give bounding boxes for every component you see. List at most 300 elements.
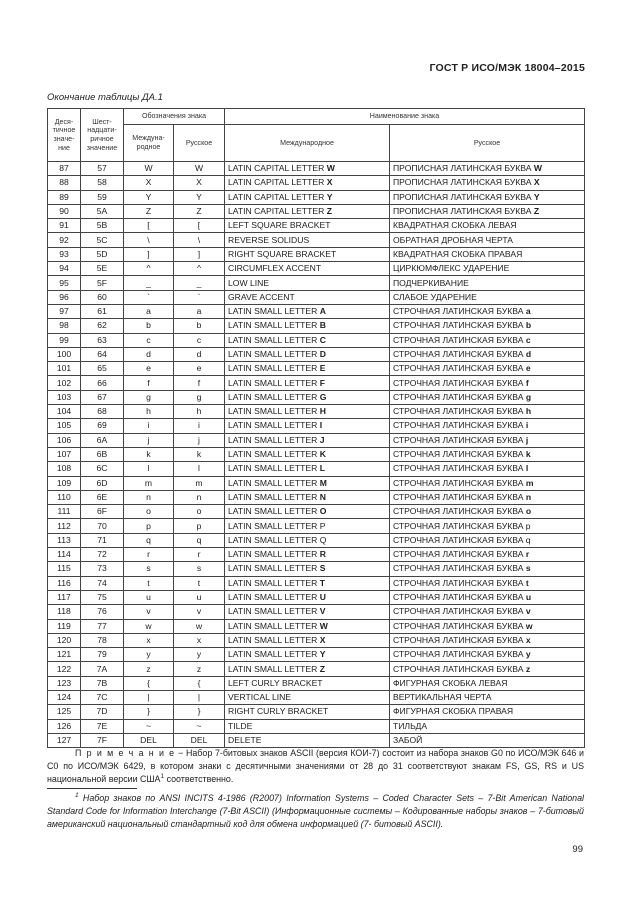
cell-name-russian [390,247,585,261]
name-international: LATIN SMALL LETTER [228,634,320,645]
cell-designation-international [124,719,174,733]
hex-value: 61 [97,306,107,317]
decimal-value: 106 [56,434,72,445]
cell-designation-international [124,262,174,276]
hex-value: 7A [96,663,108,674]
decimal-value: 115 [57,563,71,574]
designation-international: x [146,634,151,645]
cell-decimal [48,719,81,733]
header-decimal: Деся-тичное значе-ние [48,109,81,162]
name-international: LEFT SQUARE BRACKET [228,220,331,231]
name-international: LATIN SMALL LETTER [228,606,320,617]
name-international: LATIN SMALL LETTER [228,463,320,474]
cell-name-russian [390,390,585,404]
cell-hex [81,490,124,504]
cell-decimal [48,276,81,290]
table-row [48,648,585,662]
cell-designation-international [124,247,174,261]
designation-russian: | [197,692,201,703]
cell-decimal [48,333,81,347]
designation-russian: a [196,306,202,317]
cell-name-international [225,447,390,461]
name-international-letter: A [319,306,326,317]
name-international: TILDE [228,720,253,731]
hex-value: 5F [96,277,108,288]
designation-russian: o [196,506,202,517]
note-footnote-ref: 1 [160,773,165,781]
decimal-value: 102 [56,377,72,388]
cell-decimal [48,433,81,447]
decimal-value: 112 [57,520,71,531]
name-russian-letter: g [525,391,532,402]
hex-value: 5D [96,248,108,259]
name-international-letter: D [319,349,326,359]
cell-designation-russian [174,562,225,576]
cell-name-international [225,562,390,576]
name-international: LATIN SMALL LETTER [228,320,320,331]
designation-russian: v [196,606,202,617]
name-international: LATIN SMALL LETTER Q [228,534,327,545]
name-international: LATIN SMALL LETTER [228,406,320,417]
cell-decimal [48,676,81,690]
name-international: LATIN SMALL LETTER [228,449,320,460]
hex-value: 6A [96,434,108,445]
name-russian-letter: a [525,306,531,317]
name-russian-letter: h [525,406,532,417]
cell-designation-international [124,419,174,433]
designation-russian: m [195,477,203,488]
cell-name-russian [390,405,585,419]
cell-name-international [225,433,390,447]
name-international: LATIN SMALL LETTER [228,434,320,445]
cell-name-international [225,204,390,218]
cell-name-international [225,276,390,290]
designation-international: n [146,491,151,502]
name-international: LEFT CURLY BRACKET [228,677,323,688]
table-row [48,362,585,376]
name-international-letter: W [319,620,328,631]
name-russian: СТРОЧНАЯ ЛАТИНСКАЯ БУКВА [393,577,526,588]
designation-international: _ [146,277,151,288]
cell-designation-international [124,447,174,461]
header-name-international: Международное [225,125,390,162]
decimal-value: 116 [57,577,71,588]
name-international: LATIN SMALL LETTER [228,306,320,317]
cell-decimal [48,705,81,719]
name-russian: ЦИРКЮМФЛЕКС УДАРЕНИЕ [393,263,510,274]
designation-russian: g [196,391,202,402]
cell-hex [81,562,124,576]
header-hex: Шест-надцати-ричное значение [81,109,124,162]
cell-name-international [225,419,390,433]
designation-international: q [146,534,151,545]
cell-hex [81,505,124,519]
name-international-letter: Z [326,206,332,217]
cell-hex [81,304,124,318]
cell-designation-russian [174,462,225,476]
table-row [48,162,585,176]
cell-hex [81,662,124,676]
cell-hex [81,204,124,218]
name-international: LATIN SMALL LETTER [228,363,320,374]
cell-hex [81,733,124,747]
hex-value: 62 [97,320,107,331]
cell-name-russian [390,562,585,576]
cell-designation-international [124,319,174,333]
cell-name-russian [390,262,585,276]
cell-name-russian [390,719,585,733]
cell-name-russian [390,476,585,490]
cell-name-international [225,533,390,547]
cell-designation-international [124,605,174,619]
hex-value: 69 [97,420,107,431]
cell-decimal [48,648,81,662]
cell-designation-international [124,219,174,233]
cell-designation-international [124,276,174,290]
designation-international: h [146,406,151,417]
name-international: LATIN SMALL LETTER [228,549,320,560]
designation-international: b [146,320,151,331]
table-row [48,433,585,447]
designation-international: c [146,334,151,345]
hex-value: 5B [96,220,108,231]
table-row [48,590,585,604]
name-international-letter: E [319,363,326,374]
cell-name-international [225,490,390,504]
hex-value: 59 [97,191,107,202]
name-international-letter: M [319,477,327,488]
cell-designation-russian [174,733,225,747]
designation-international: m [144,477,153,488]
name-russian-letter: Z [533,206,540,217]
table-row [48,247,585,261]
cell-decimal [48,690,81,704]
cell-name-russian [390,419,585,433]
cell-decimal [48,376,81,390]
cell-hex [81,719,124,733]
name-international: LATIN CAPITAL LETTER [228,191,327,202]
designation-international: Z [145,206,152,217]
cell-name-russian [390,376,585,390]
cell-name-russian [390,633,585,647]
designation-russian: DEL [190,735,208,746]
designation-international: | [147,692,150,703]
name-russian: СТРОЧНАЯ ЛАТИНСКАЯ БУКВА [393,334,526,345]
cell-designation-international [124,548,174,562]
cell-designation-international [124,347,174,361]
cell-name-russian [390,219,585,233]
cell-designation-international [124,733,174,747]
name-russian-letter: k [525,449,531,460]
cell-designation-international [124,390,174,404]
hex-value: 60 [97,291,107,302]
name-russian: СЛАБОЕ УДАРЕНИЕ [393,291,477,302]
cell-name-russian [390,548,585,562]
cell-name-russian [390,519,585,533]
cell-name-international [225,304,390,318]
cell-name-russian [390,176,585,190]
table-row [48,190,585,204]
cell-designation-russian [174,319,225,333]
name-russian: СТРОЧНАЯ ЛАТИНСКАЯ БУКВА [393,449,526,460]
name-russian: ТИЛЬДА [393,720,428,731]
cell-name-international [225,576,390,590]
cell-hex [81,462,124,476]
cell-hex [81,676,124,690]
name-russian: ВЕРТИКАЛЬНАЯ ЧЕРТА [393,692,492,703]
name-russian-letter: f [525,377,529,388]
footnote [47,792,584,831]
cell-name-russian [390,319,585,333]
cell-decimal [48,233,81,247]
cell-hex [81,447,124,461]
decimal-value: 92 [59,234,69,245]
designation-russian: i [198,420,200,431]
designation-russian: k [196,449,202,460]
name-russian-letter: m [525,477,534,488]
name-russian: ОБРАТНАЯ ДРОБНАЯ ЧЕРТА [393,234,514,245]
cell-designation-international [124,204,174,218]
name-russian: СТРОЧНАЯ ЛАТИНСКАЯ БУКВА [393,434,526,445]
cell-name-international [225,705,390,719]
name-russian: ПРОПИСНАЯ ЛАТИНСКАЯ БУКВА [393,163,534,174]
cell-designation-russian [174,576,225,590]
designation-russian: b [196,320,202,331]
designation-russian: u [196,592,202,603]
cell-decimal [48,362,81,376]
cell-name-russian [390,662,585,676]
table-row [48,519,585,533]
cell-designation-international [124,304,174,318]
designation-international: X [145,177,152,188]
cell-name-russian [390,233,585,247]
cell-designation-international [124,333,174,347]
cell-name-international [225,347,390,361]
cell-name-international [225,733,390,747]
name-russian-letter: v [525,606,531,617]
name-international: LATIN SMALL LETTER [228,391,320,402]
name-international: LATIN SMALL LETTER [228,377,320,388]
cell-designation-russian [174,705,225,719]
designation-russian: ] [197,248,201,259]
name-international: REVERSE SOLIDUS [228,234,310,245]
name-international-letter: N [319,491,326,502]
hex-value: 57 [97,163,107,174]
cell-name-russian [390,490,585,504]
hex-value: 6D [96,477,108,488]
cell-designation-russian [174,648,225,662]
cell-designation-russian [174,548,225,562]
name-russian: СТРОЧНАЯ ЛАТИНСКАЯ БУКВА [393,592,526,603]
table-row [48,262,585,276]
hex-value: 5E [96,263,108,274]
name-international-letter: W [326,163,335,174]
cell-hex [81,633,124,647]
cell-decimal [48,290,81,304]
hex-value: 6B [96,449,108,460]
name-russian-letter: Y [533,191,540,202]
cell-hex [81,619,124,633]
cell-decimal [48,633,81,647]
decimal-value: 94 [59,263,69,274]
table-caption: Окончание таблицы ДА.1 [47,92,163,103]
cell-name-international [225,176,390,190]
name-russian-letter: t [525,577,529,588]
decimal-value: 123 [56,677,72,688]
cell-name-russian [390,190,585,204]
name-international-letter: L [319,463,325,474]
decimal-value: 98 [59,320,69,331]
designation-international: w [145,620,152,631]
designation-international: u [146,592,151,603]
designation-russian: h [196,406,202,417]
hex-value: 7C [96,692,108,703]
decimal-value: 127 [56,735,72,746]
name-russian: ПРОПИСНАЯ ЛАТИНСКАЯ БУКВА [393,206,534,217]
cell-decimal [48,519,81,533]
hex-value: 72 [97,549,107,560]
designation-russian: c [196,334,202,345]
name-russian: СТРОЧНАЯ ЛАТИНСКАЯ БУКВА [393,620,526,631]
hex-value: 76 [97,606,107,617]
name-russian: СТРОЧНАЯ ЛАТИНСКАЯ БУКВА [393,320,526,331]
cell-name-international [225,619,390,633]
cell-name-international [225,319,390,333]
decimal-value: 87 [59,163,69,174]
cell-hex [81,376,124,390]
cell-name-international [225,405,390,419]
decimal-value: 121 [56,649,72,660]
decimal-value: 100 [56,349,72,359]
table-row [48,462,585,476]
name-russian: СТРОЧНАЯ ЛАТИНСКАЯ БУКВА p [393,520,531,531]
designation-international: e [146,363,151,374]
designation-international: l [147,463,150,474]
cell-designation-russian [174,419,225,433]
designation-international: ~ [145,720,152,731]
cell-decimal [48,447,81,461]
cell-designation-russian [174,662,225,676]
name-international-letter: Z [319,663,325,674]
cell-name-international [225,476,390,490]
name-russian: ФИГУРНАЯ СКОБКА ПРАВАЯ [393,706,514,717]
cell-designation-international [124,405,174,419]
table-row [48,376,585,390]
cell-name-international [225,548,390,562]
cell-name-russian [390,576,585,590]
cell-name-international [225,662,390,676]
cell-decimal [48,405,81,419]
designation-international: d [146,349,151,359]
designation-russian: j [198,434,200,445]
cell-designation-international [124,362,174,376]
name-russian-letter: e [525,363,531,374]
cell-designation-russian [174,390,225,404]
cell-decimal [48,505,81,519]
table-row [48,619,585,633]
cell-decimal [48,347,81,361]
cell-designation-international [124,433,174,447]
cell-designation-russian [174,476,225,490]
designation-russian: r [197,549,201,560]
cell-name-russian [390,347,585,361]
cell-hex [81,162,124,176]
designation-russian: Z [196,206,202,217]
name-russian: ПОДЧЕРКИВАНИЕ [393,277,469,288]
decimal-value: 114 [57,549,71,560]
designation-international: t [147,577,150,588]
designation-international: DEL [140,735,157,746]
designation-russian: { [197,677,201,688]
designation-international: y [146,649,151,660]
decimal-value: 111 [57,506,71,517]
cell-decimal [48,204,81,218]
cell-designation-russian [174,447,225,461]
cell-designation-international [124,662,174,676]
table-row [48,719,585,733]
cell-decimal [48,419,81,433]
name-international-letter: X [319,634,326,645]
decimal-value: 105 [56,420,72,431]
cell-hex [81,176,124,190]
cell-name-russian [390,162,585,176]
designation-russian: z [196,663,202,674]
cell-name-russian [390,290,585,304]
cell-hex [81,247,124,261]
decimal-value: 99 [59,334,69,345]
cell-name-russian [390,690,585,704]
cell-hex [81,333,124,347]
note-text: − Набор 7-битовых знаков ASCII (версия КОИ-7) состоит из набора знаков G0 по ИСО/МЭК 646 и C0 по ИСО/МЭК 6429, в котором знаки с десятичными значениями от 28 до 31 соответствуют знакам FS, GS, RS и US национальной версии США [47,748,584,784]
name-russian-letter: j [525,434,529,445]
cell-hex [81,276,124,290]
cell-designation-russian [174,276,225,290]
cell-hex [81,476,124,490]
cell-hex [81,319,124,333]
cell-name-russian [390,505,585,519]
cell-designation-russian [174,405,225,419]
designation-russian: d [196,349,202,359]
cell-designation-russian [174,233,225,247]
decimal-value: 91 [59,220,69,231]
table-row [48,405,585,419]
name-international: LOW LINE [228,277,270,288]
hex-value: 64 [97,349,107,359]
cell-designation-international [124,176,174,190]
name-russian: ЗАБОЙ [393,735,423,746]
name-international: LATIN SMALL LETTER P [228,520,326,531]
cell-designation-russian [174,533,225,547]
cell-name-international [225,719,390,733]
cell-decimal [48,162,81,176]
name-russian: СТРОЧНАЯ ЛАТИНСКАЯ БУКВА [393,306,526,317]
cell-decimal [48,533,81,547]
cell-hex [81,705,124,719]
hex-value: 63 [97,334,107,345]
name-russian: СТРОЧНАЯ ЛАТИНСКАЯ БУКВА [393,649,526,660]
cell-designation-russian [174,505,225,519]
name-russian: СТРОЧНАЯ ЛАТИНСКАЯ БУКВА [393,549,526,560]
name-russian-letter: i [525,420,529,431]
name-international-letter: B [319,320,326,331]
document-header: ГОСТ Р ИСО/МЭК 18004–2015 [429,62,585,74]
designation-russian: s [196,563,202,574]
cell-decimal [48,262,81,276]
designation-russian: f [197,377,201,388]
cell-hex [81,233,124,247]
name-international: LATIN CAPITAL LETTER [228,163,327,174]
cell-designation-russian [174,204,225,218]
